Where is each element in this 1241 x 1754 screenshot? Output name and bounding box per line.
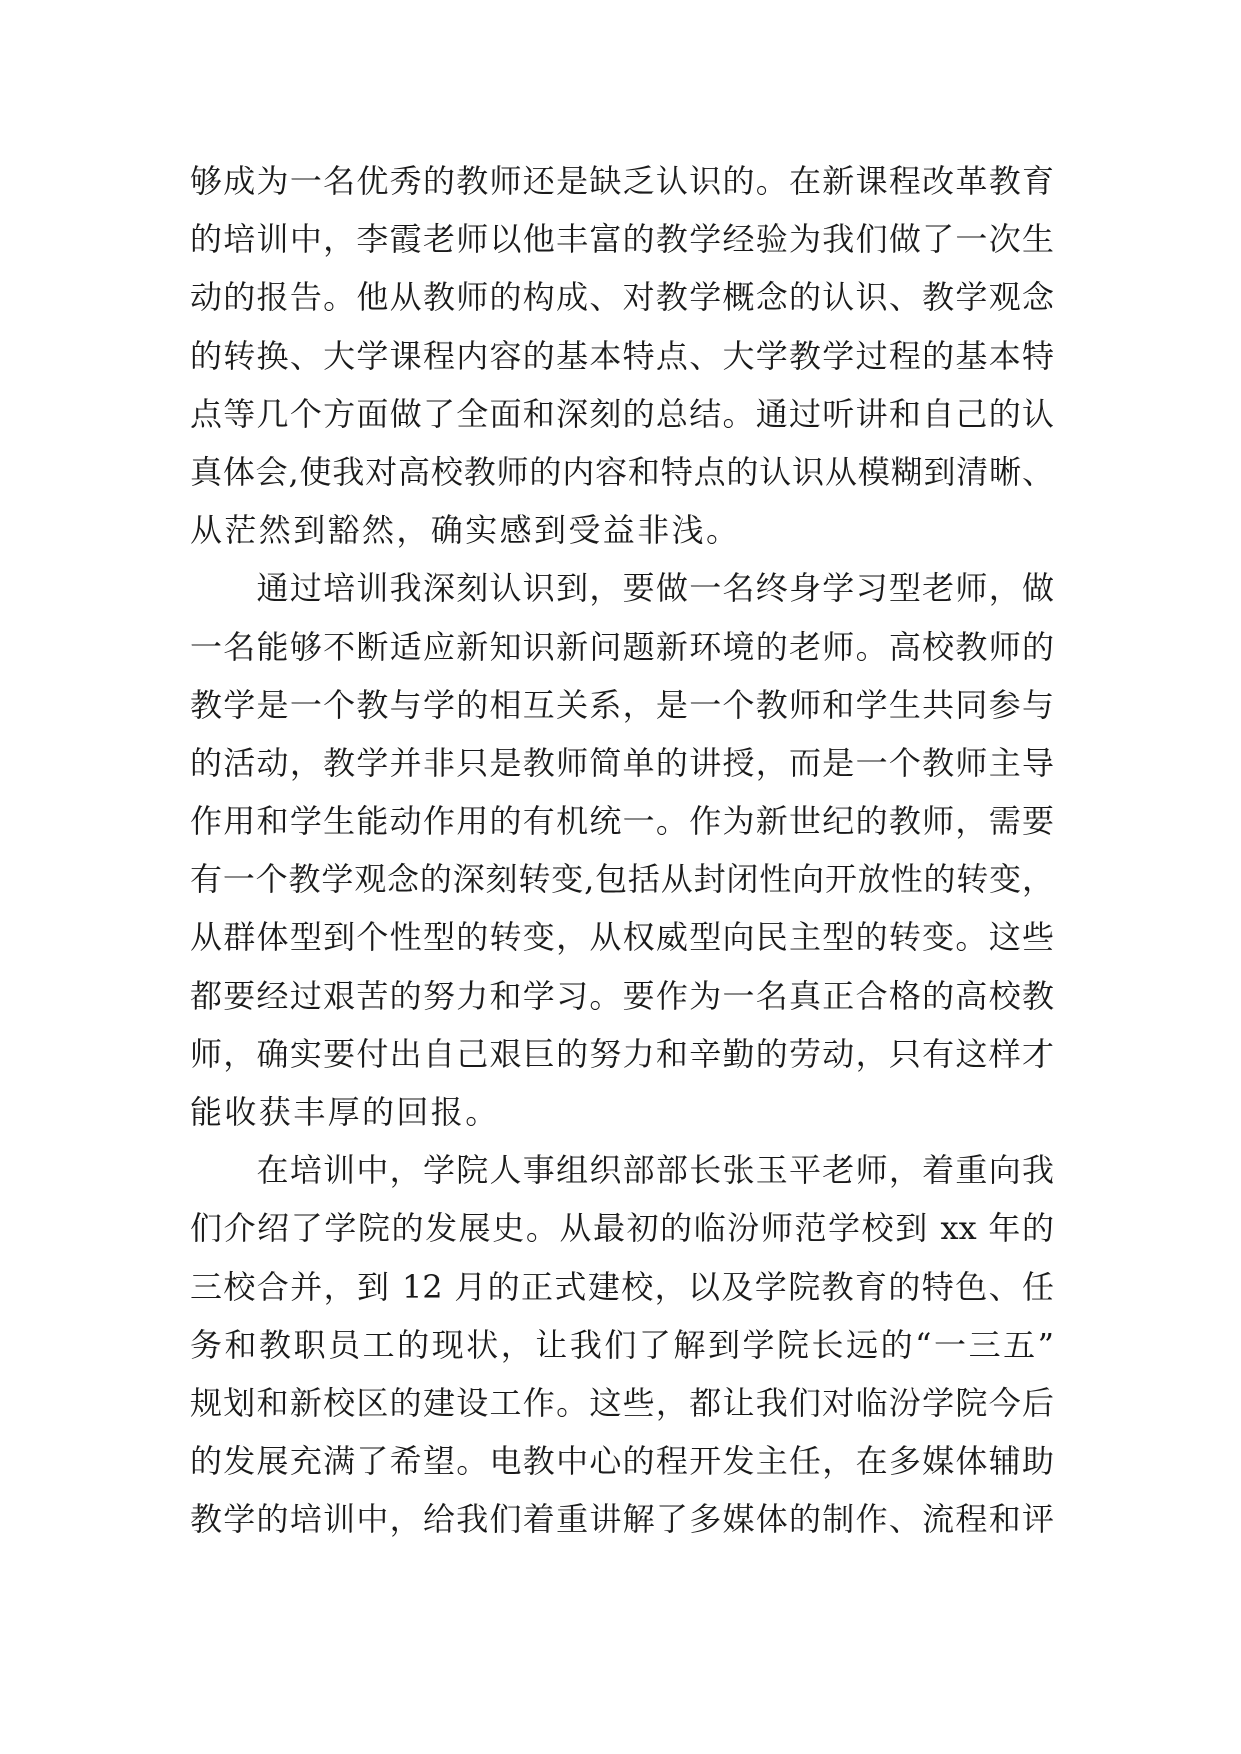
text-line: 够成为一名优秀的教师还是缺乏认识的。在新课程改革教育 bbox=[190, 162, 1054, 200]
document-body bbox=[190, 152, 1054, 1549]
text-line: 教学是一个教与学的相互关系，是一个教师和学生共同参与 bbox=[190, 685, 1054, 724]
text-line: 在培训中，学院人事组织部部长张玉平老师，着重向我 bbox=[190, 1151, 1054, 1190]
text-line: 有一个教学观念的深刻转变,包括从封闭性向开放性的转变， bbox=[190, 860, 1054, 899]
text-line: 们介绍了学院的发展史。从最初的临汾师范学校到 xx 年的 bbox=[190, 1209, 1054, 1248]
text-line: 的发展充满了希望。电教中心的程开发主任，在多媒体辅助 bbox=[190, 1442, 1054, 1481]
text-line: 从群体型到个性型的转变，从权威型向民主型的转变。这些 bbox=[190, 918, 1054, 957]
text-line: 点等几个方面做了全面和深刻的总结。通过听讲和自己的认 bbox=[190, 394, 1054, 433]
text-line: 师，确实要付出自己艰巨的努力和辛勤的劳动，只有这样才 bbox=[190, 1034, 1054, 1073]
text-line: 真体会,使我对高校教师的内容和特点的认识从模糊到清晰、 bbox=[190, 452, 1054, 491]
text-line: 务和教职员工的现状，让我们了解到学院长远的“一三五” bbox=[190, 1325, 1054, 1364]
text-line: 的转换、大学课程内容的基本特点、大学教学过程的基本特 bbox=[190, 336, 1054, 375]
text-line: 通过培训我深刻认识到，要做一名终身学习型老师，做 bbox=[190, 569, 1054, 608]
text-line: 教学的培训中，给我们着重讲解了多媒体的制作、流程和评 bbox=[190, 1500, 1054, 1539]
text-line: 一名能够不断适应新知识新问题新环境的老师。高校教师的 bbox=[190, 627, 1054, 666]
text-line: 的活动，教学并非只是教师简单的讲授，而是一个教师主导 bbox=[190, 743, 1054, 782]
text-line: 作用和学生能动作用的有机统一。作为新世纪的教师，需要 bbox=[190, 802, 1054, 841]
text-line: 能收获丰厚的回报。 bbox=[190, 1093, 500, 1131]
text-line: 规划和新校区的建设工作。这些，都让我们对临汾学院今后 bbox=[190, 1383, 1054, 1422]
text-line: 从茫然到豁然，确实感到受益非浅。 bbox=[190, 511, 741, 550]
text-line: 三校合并，到 12 月的正式建校，以及学院教育的特色、任 bbox=[190, 1267, 1054, 1306]
text-line: 的培训中，李霞老师以他丰富的教学经验为我们做了一次生 bbox=[190, 220, 1054, 259]
text-line: 动的报告。他从教师的构成、对教学概念的认识、教学观念 bbox=[190, 278, 1054, 317]
text-line: 都要经过艰苦的努力和学习。要作为一名真正合格的高校教 bbox=[190, 976, 1054, 1015]
